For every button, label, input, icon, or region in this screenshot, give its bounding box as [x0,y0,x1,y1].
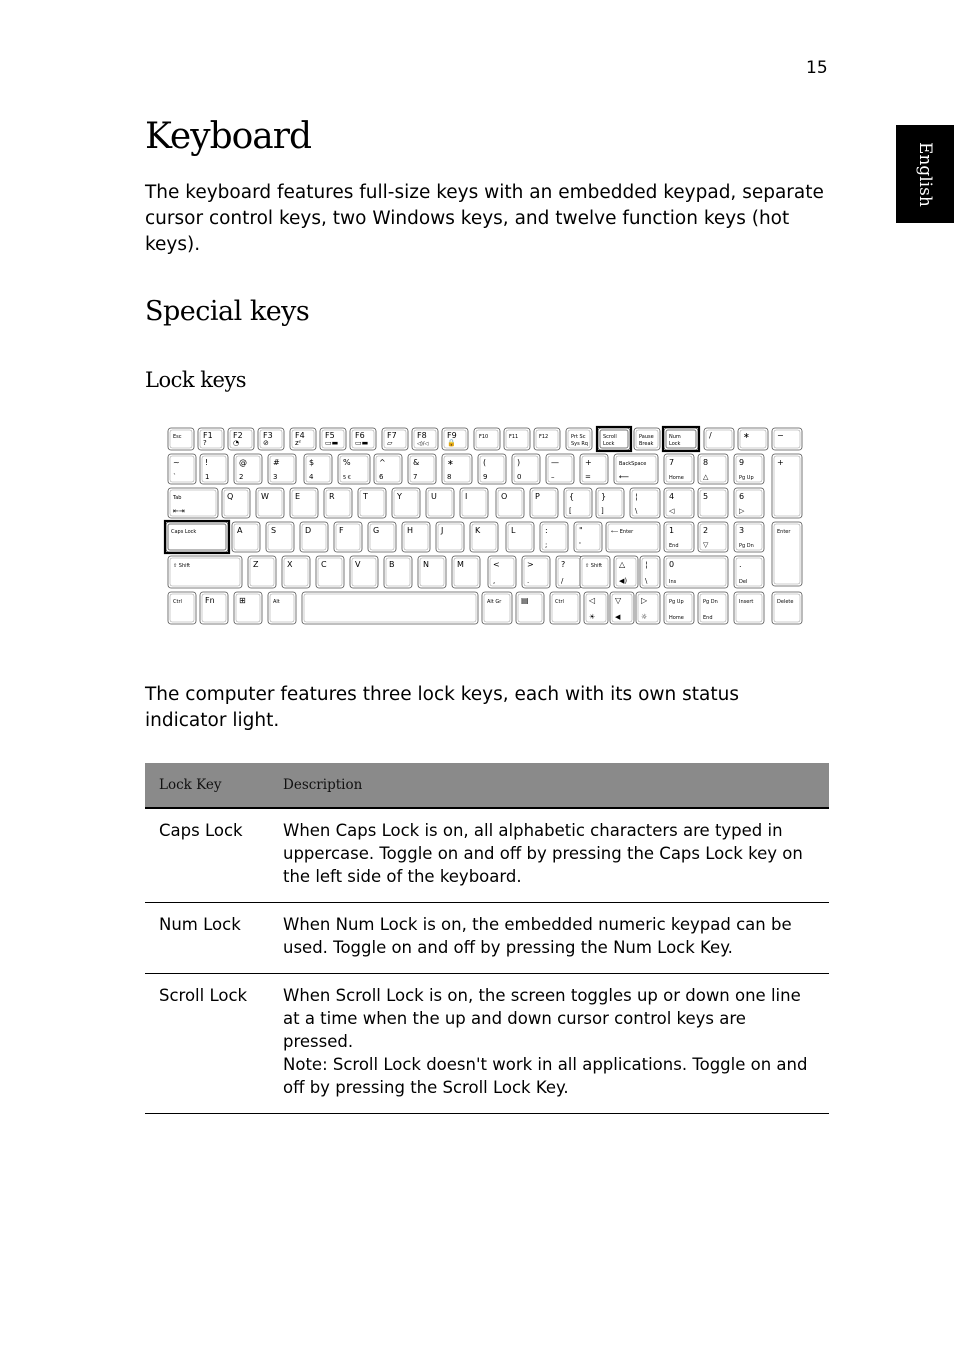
keyboard-key [734,556,764,588]
key-label-top: Tab [173,495,182,501]
lock-key-name: Caps Lock [145,808,269,903]
key-label-top: P [535,492,540,501]
keyboard-key [478,454,506,484]
key-label-top: C [321,560,327,569]
key-label-bottom: / [561,577,564,585]
keyboard-key [596,488,624,518]
key-label-top: { [569,492,575,501]
key-label-bottom: End [703,615,713,621]
key-label-top: > [527,560,534,569]
key-label-bottom: 3 [273,473,278,481]
key-label-top: ∗ [743,431,750,440]
keyboard-key [550,592,580,624]
keyboard-key [232,522,260,552]
keyboard-key [738,428,768,450]
page-number: 15 [806,58,828,78]
key-label-top: F5 [325,431,335,440]
intro-paragraph: The keyboard features full-size keys with an embedded keypad, separate cursor control keys, two Windows keys, and twelve function keys (hot keys). [145,182,824,255]
key-label-top: F9 [447,431,457,440]
keyboard-key [512,454,540,484]
keyboard-key [530,488,558,518]
keyboard-key [234,454,262,484]
keyboard-key [402,522,430,552]
key-label-top: V [355,560,361,569]
key-label-top: F1 [203,431,213,440]
keyboard-key [168,592,196,624]
key-label-bottom: zᶻ [295,439,302,447]
table-header-lock-key: Lock Key [145,763,269,808]
keyboard-key [522,556,550,588]
key-label-top: < [493,560,500,569]
key-label-top: H [407,526,414,535]
keyboard-key [334,522,362,552]
key-label-top: 5 [703,492,709,501]
keyboard-key [540,522,568,552]
keyboard-key [222,488,250,518]
key-label-top: 0 [669,560,675,569]
keyboard-key [168,428,194,450]
keyboard-key [606,522,660,552]
key-label-top: . [739,560,742,569]
keyboard-key [350,556,378,588]
keyboard-key [470,522,498,552]
key-label-top: F10 [479,434,489,440]
key-label-top: ? [561,560,566,569]
key-label-top: N [423,560,429,569]
keyboard-key [460,488,488,518]
key-label-bottom: \ [645,577,648,585]
keyboard-key [664,488,694,518]
keyboard-key [320,428,346,450]
key-label-bottom: ◁)/◁ [417,441,429,447]
key-label-top: Pause [639,434,654,440]
key-label-top: − [777,431,784,440]
keyboard-key [664,592,694,624]
key-label-top: ⇧ Shift [585,563,603,569]
key-label-bottom: 4 [309,473,314,481]
key-label-top: % [343,458,351,467]
key-label-bottom: ◀ [615,613,621,621]
section-heading: Special keys [145,296,310,327]
key-label-bottom: ☀ [589,613,596,621]
key-label-bottom: Pg Up [739,475,754,481]
key-label-bottom: ` [173,473,177,481]
keyboard-key [200,592,228,624]
keyboard-key [636,592,660,624]
keyboard-key [772,428,802,450]
key-label-top: Num [669,434,681,440]
key-label-top: ▤ [521,596,529,605]
key-label-top: 9 [739,458,745,467]
keyboard-key [664,454,694,484]
keyboard-key [574,522,602,552]
key-label-top: F11 [509,434,519,440]
key-label-bottom: , [493,577,496,585]
key-label-top: 2 [703,526,709,535]
key-label-bottom: 🔒 [447,439,456,447]
key-label-top: A [237,526,243,535]
key-label-top: Insert [739,599,754,605]
key-label-top: $ [309,458,315,467]
keyboard-key [256,488,284,518]
key-label-bottom: 9 [483,473,488,481]
key-label-top: ⊞ [239,596,246,605]
keyboard-key [452,556,480,588]
key-label-top: F2 [233,431,243,440]
key-label-bottom: Del [739,579,748,585]
key-label-bottom: 5 € [343,475,351,481]
lock-key-name: Scroll Lock [145,974,269,1114]
key-label-bottom: ▱ [387,439,393,447]
keyboard-key [168,488,218,518]
key-label-bottom: 0 [517,473,522,481]
key-label-top: @ [239,458,247,467]
key-label-top: J [441,526,444,535]
key-label-bottom: Lock [669,441,681,447]
language-tab [896,125,954,223]
keyboard-key [664,556,728,588]
key-label-bottom: 6 [379,473,384,481]
key-label-top: " [579,526,583,535]
key-label-bottom: Break [639,441,654,447]
keyboard-key [358,488,386,518]
keyboard-key [630,488,660,518]
key-label-bottom: ▷ [739,507,745,515]
key-label-bottom: 1 [205,473,210,481]
keyboard-key [198,428,224,450]
key-label-top: & [413,458,420,467]
key-label-top: Caps Lock [171,529,197,535]
keyboard-key [200,454,228,484]
keyboard-key [504,428,530,450]
key-label-bottom: ' [579,541,581,549]
key-label-top: + [585,458,592,467]
key-label-top: ▷ [641,596,648,605]
keyboard-key [228,428,254,450]
keyboard-key [384,556,412,588]
key-highlighted [663,427,699,451]
keyboard-key [316,556,344,588]
key-label-top: } [601,492,607,501]
lock-key-description: When Num Lock is on, the embedded numeric keypad can be used. Toggle on and off by pressing the Num Lock Key. [269,903,829,974]
keyboard-key [258,428,284,450]
key-label-top: S [271,526,277,535]
keyboard-key [772,522,802,586]
keyboard-key [566,428,592,450]
note-label: Note [283,1055,323,1074]
keyboard-key [302,592,478,624]
key-label-bottom: \ [635,507,638,515]
key-label-top: ⇧ Shift [173,563,191,569]
keyboard-key [734,592,764,624]
page-title: Keyboard [145,116,312,157]
keyboard-key [704,428,734,450]
key-label-top: Delete [777,599,794,605]
key-label-top: F7 [387,431,397,440]
key-label-top: ◁ [589,596,596,605]
keyboard-key [614,556,638,588]
key-label-top: Pg Dn [703,599,718,605]
keyboard-key [290,428,316,450]
lock-keys-paragraph: The computer features three lock keys, each with its own status indicator light. [145,684,739,731]
keyboard-key [168,454,196,484]
key-label-top: D [305,526,312,535]
key-label-bottom: ☼ [641,613,648,621]
keyboard-key [564,488,592,518]
keyboard-key [338,454,370,484]
key-label-bottom: ▽ [703,541,709,549]
table-row [145,974,829,1114]
keyboard-key [412,428,438,450]
key-label-top: T [363,492,368,501]
key-label-bottom: ⇤⇥ [173,507,185,515]
keyboard-key [374,454,402,484]
keyboard-key [324,488,352,518]
key-label-top: X [287,560,293,569]
key-label-top: 4 [669,492,675,501]
key-label-top: Z [253,560,259,569]
table-header-description: Description [269,763,829,808]
key-label-bottom: = [585,473,591,481]
keyboard-key [556,556,582,588]
key-label-top: F12 [539,434,549,440]
key-label-top: 7 [669,458,675,467]
key-label-top: E [295,492,301,501]
key-label-top: Q [227,492,234,501]
keyboard-key [408,454,436,484]
key-label-bottom: 7 [413,473,418,481]
key-label-top: G [373,526,380,535]
key-label-top: M [457,560,464,569]
keyboard-key [304,454,332,484]
keyboard-key [300,522,328,552]
language-tab-label: English [915,141,935,207]
note-text: : Scroll Lock doesn't work in all applications. Toggle on and off by pressing the Scroll Lock Key. [283,1055,808,1097]
table-row [145,808,829,903]
key-label-top: L [511,526,516,535]
key-label-top: R [329,492,335,501]
keyboard-key [734,488,764,518]
key-label-top: Scroll [603,434,617,440]
key-label-top: Y [397,492,402,501]
keyboard-key [368,522,396,552]
key-label-top: Esc [173,434,182,440]
key-label-bottom: 8 [447,473,452,481]
lock-key-description: When Caps Lock is on, all alphabetic characters are typed in uppercase. Toggle on and off by pressing the Caps Lock key on the left side of the keyboard. [269,808,829,903]
keyboard-key [634,428,660,450]
keyboard-key [772,454,802,518]
key-label-top: : [545,526,548,535]
keyboard-key [268,592,296,624]
key-label-top: K [475,526,481,535]
key-label-bottom: ⟵ [619,473,630,481]
keyboard-key [584,592,608,624]
key-label-top: ▽ [615,596,622,605]
key-label-top: B [389,560,395,569]
keyboard-key [772,592,802,624]
key-label-bottom: Lock [603,441,615,447]
key-label-bottom: Sys Rq [571,441,588,447]
key-label-top: Fn [205,596,215,605]
key-label-bottom: . [527,577,530,585]
keyboard-key [496,488,524,518]
key-label-top: # [273,458,280,467]
lock-keys-table [145,763,829,1114]
key-label-top: ) [517,458,521,467]
key-label-bottom: ▭▬ [325,439,339,447]
key-label-top: 1 [669,526,675,535]
key-label-bottom: ; [545,541,548,549]
key-label-bottom: ◀) [619,577,628,585]
lock-key-name: Num Lock [145,903,269,974]
keyboard-key [418,556,446,588]
key-label-top: ¦ [645,560,648,569]
key-label-top: 8 [703,458,709,467]
key-label-bottom: ◔ [233,439,240,447]
keyboard-key [534,428,560,450]
key-label-top: I [465,492,468,501]
description-text: When Scroll Lock is on, the screen toggles up or down one line at a time when the up and down cursor control keys are pressed. [283,986,801,1051]
keyboard-key [442,454,472,484]
table-row [145,903,829,974]
key-label-bottom: ⊘ [263,439,269,447]
keyboard-key [382,428,408,450]
key-highlighted [165,521,229,553]
key-label-top: ^ [379,458,386,467]
key-label-top: BackSpace [619,461,647,467]
keyboard-key [506,522,534,552]
key-highlighted [597,427,631,451]
key-label-bottom: Ins [669,579,677,585]
keyboard-key [268,454,296,484]
key-label-bottom: ◁ [669,507,675,515]
key-label-top: ¦ [635,492,638,501]
keyboard-key [640,556,660,588]
key-label-top: F [339,526,344,535]
key-label-top: O [501,492,508,501]
key-label-top: F3 [263,431,273,440]
key-label-top: ∗ [447,458,454,467]
keyboard-key [392,488,420,518]
key-label-bottom: – [551,473,555,481]
key-label-bottom: △ [703,473,709,481]
key-label-top: W [261,492,269,501]
keyboard-key [580,556,610,588]
key-label-bottom: ▭▬ [355,439,369,447]
keyboard-key [350,428,376,450]
key-label-top: Ctrl [173,599,182,605]
keyboard-key [168,556,242,588]
keyboard-key [488,556,516,588]
key-label-top: ! [205,458,209,467]
keyboard-key [282,556,310,588]
keyboard-key [516,592,544,624]
subsection-heading: Lock keys [145,368,247,392]
keyboard-key [698,454,728,484]
keyboard-key [290,488,318,518]
keyboard-diagram [160,424,812,634]
key-label-bottom: ] [601,507,604,515]
key-label-top: ( [483,458,487,467]
keyboard-key [614,454,658,484]
keyboard-key [474,428,500,450]
key-label-bottom: 2 [239,473,244,481]
key-label-bottom: End [669,543,679,549]
keyboard-key [546,454,574,484]
key-label-top: F6 [355,431,365,440]
keyboard-key [698,522,728,552]
lock-key-description [269,974,829,1114]
key-label-top: Pg Up [669,599,684,605]
keyboard-key [266,522,294,552]
table-header-row [145,763,829,808]
keyboard-key [426,488,454,518]
keyboard-key [482,592,512,624]
keyboard-key [580,454,608,484]
keyboard-key [734,522,764,552]
keyboard-key [436,522,464,552]
key-label-top: / [709,431,712,440]
key-label-bottom: ? [203,439,207,447]
keyboard-key [442,428,468,450]
keyboard-key [234,592,262,624]
key-label-top: F4 [295,431,305,440]
keyboard-key [734,454,764,484]
key-label-top: + [777,458,784,467]
key-label-top: ⟵ Enter [611,529,634,535]
key-label-top: Enter [777,529,791,535]
key-label-top: Alt [273,599,280,605]
key-label-top: Ctrl [555,599,564,605]
key-label-top: 6 [739,492,745,501]
key-label-top: ~ [173,458,180,467]
key-label-top: 3 [739,526,745,535]
key-label-top: Prt Sc [571,434,586,440]
key-label-top: U [431,492,437,501]
keyboard-key [698,488,728,518]
keyboard-key [610,592,634,624]
key-label-bottom: Pg Dn [739,543,754,549]
keyboard-key [698,592,728,624]
key-label-top: — [551,458,559,467]
keyboard-key [248,556,276,588]
key-label-top: △ [619,560,626,569]
key-label-bottom: Home [669,475,684,481]
key-label-top: Alt Gr [487,599,502,605]
key-label-bottom: Home [669,615,684,621]
keyboard-key [664,522,694,552]
key-label-top: F8 [417,431,427,440]
key-label-bottom: [ [569,507,572,515]
